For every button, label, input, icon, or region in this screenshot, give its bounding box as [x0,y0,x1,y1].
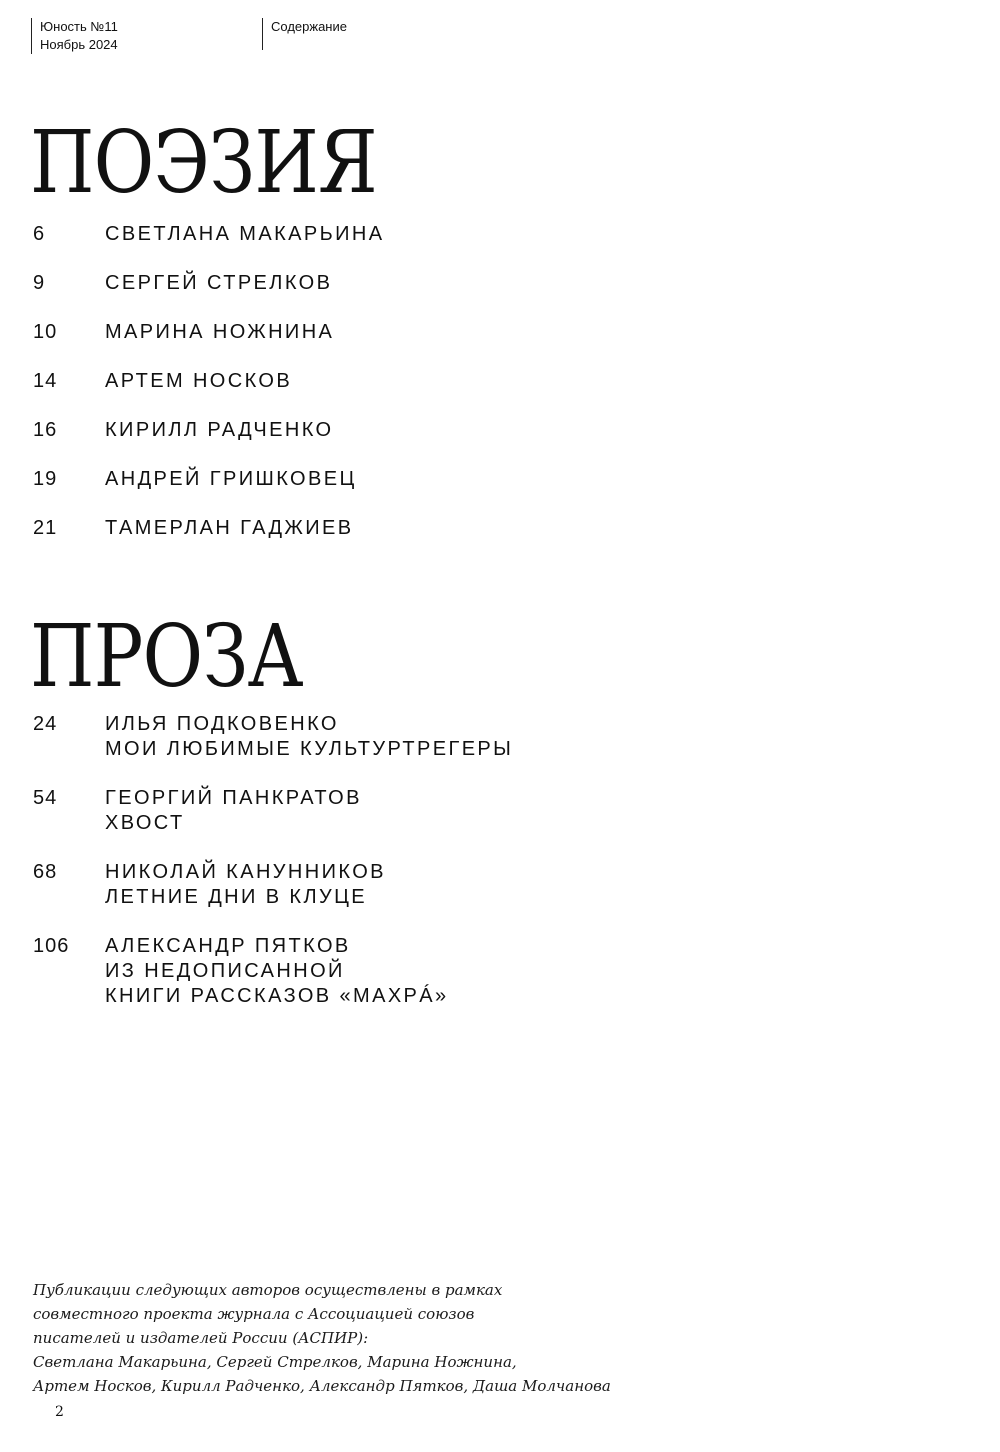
footnote [33,1278,733,1398]
issue-date: Ноябрь 2024 [40,37,118,52]
toc-page-number: 68 [33,861,58,883]
prose-toc [33,712,933,1033]
toc-author: ИЛЬЯ ПОДКОВЕНКО [105,713,339,735]
toc-author: НИКОЛАЙ КАНУННИКОВ [105,861,386,883]
toc-page-number: 9 [33,272,46,294]
footnote-line: Артем Носков, Кирилл Радченко, Александр Пятков, Даша Молчанова [33,1377,611,1395]
toc-entry[interactable] [33,516,933,565]
toc-entry[interactable] [33,467,933,516]
toc-entry-text [105,516,933,541]
toc-author: КИРИЛЛ РАДЧЕНКО [105,419,334,441]
toc-work-title: ХВОСТ [105,812,185,834]
toc-author: СЕРГЕЙ СТРЕЛКОВ [105,272,333,294]
toc-page-number: 106 [33,935,70,957]
toc-entry[interactable] [33,271,933,320]
toc-page-number: 21 [33,517,58,539]
toc-author: ГЕОРГИЙ ПАНКРАТОВ [105,787,362,809]
running-header [0,18,1000,58]
prose-heading: ПРОЗА [30,607,303,707]
toc-entry-text [105,320,933,345]
footnote-line: писателей и издателей России (АСПИР): [33,1329,369,1347]
section-label: Содержание [271,19,347,34]
toc-author: МАРИНА НОЖНИНА [105,321,335,343]
toc-entry-text [105,467,933,492]
section-label-block [262,18,347,50]
magazine-title: Юность №11 [40,19,118,34]
toc-page-number: 24 [33,713,58,735]
footnote-line: Светлана Макарьина, Сергей Стрелков, Марина Ножнина, [33,1353,517,1371]
toc-author: ТАМЕРЛАН ГАДЖИЕВ [105,517,354,539]
toc-page-number: 54 [33,787,58,809]
toc-entry-text [105,712,933,762]
toc-work-title: МОИ ЛЮБИМЫЕ КУЛЬТУРТРЕГЕРЫ [105,738,514,760]
magazine-info [31,18,118,54]
toc-entry[interactable] [33,222,933,271]
poetry-toc [33,222,933,565]
toc-entry[interactable] [33,320,933,369]
page-number: 2 [55,1404,64,1420]
toc-page-number: 19 [33,468,58,490]
toc-entry[interactable] [33,712,933,762]
toc-page-number: 6 [33,223,46,245]
poetry-heading: ПОЭЗИЯ [30,113,377,213]
toc-entry-text [105,222,933,247]
toc-work-title: ИЗ НЕДОПИСАННОЙ [105,960,345,982]
toc-work-title: КНИГИ РАССКАЗОВ «МАХРÁ» [105,985,449,1007]
toc-author: АЛЕКСАНДР ПЯТКОВ [105,935,351,957]
toc-entry-text [105,786,933,836]
toc-entry-text [105,271,933,296]
toc-entry[interactable] [33,369,933,418]
footnote-line: совместного проекта журнала с Ассоциацией союзов [33,1305,475,1323]
toc-author: СВЕТЛАНА МАКАРЬИНА [105,223,385,245]
toc-entry[interactable] [33,934,933,1009]
toc-page-number: 14 [33,370,58,392]
toc-entry[interactable] [33,418,933,467]
toc-author: АНДРЕЙ ГРИШКОВЕЦ [105,468,357,490]
toc-page-number: 10 [33,321,58,343]
footnote-line: Публикации следующих авторов осуществлены в рамках [33,1281,503,1299]
toc-work-title: ЛЕТНИЕ ДНИ В КЛУЦЕ [105,886,368,908]
toc-entry-text [105,369,933,394]
toc-entry[interactable] [33,786,933,836]
toc-entry-text [105,860,933,910]
toc-page-number: 16 [33,419,58,441]
toc-author: АРТЕМ НОСКОВ [105,370,293,392]
toc-entry-text [105,934,933,1009]
toc-entry-text [105,418,933,443]
toc-entry[interactable] [33,860,933,910]
